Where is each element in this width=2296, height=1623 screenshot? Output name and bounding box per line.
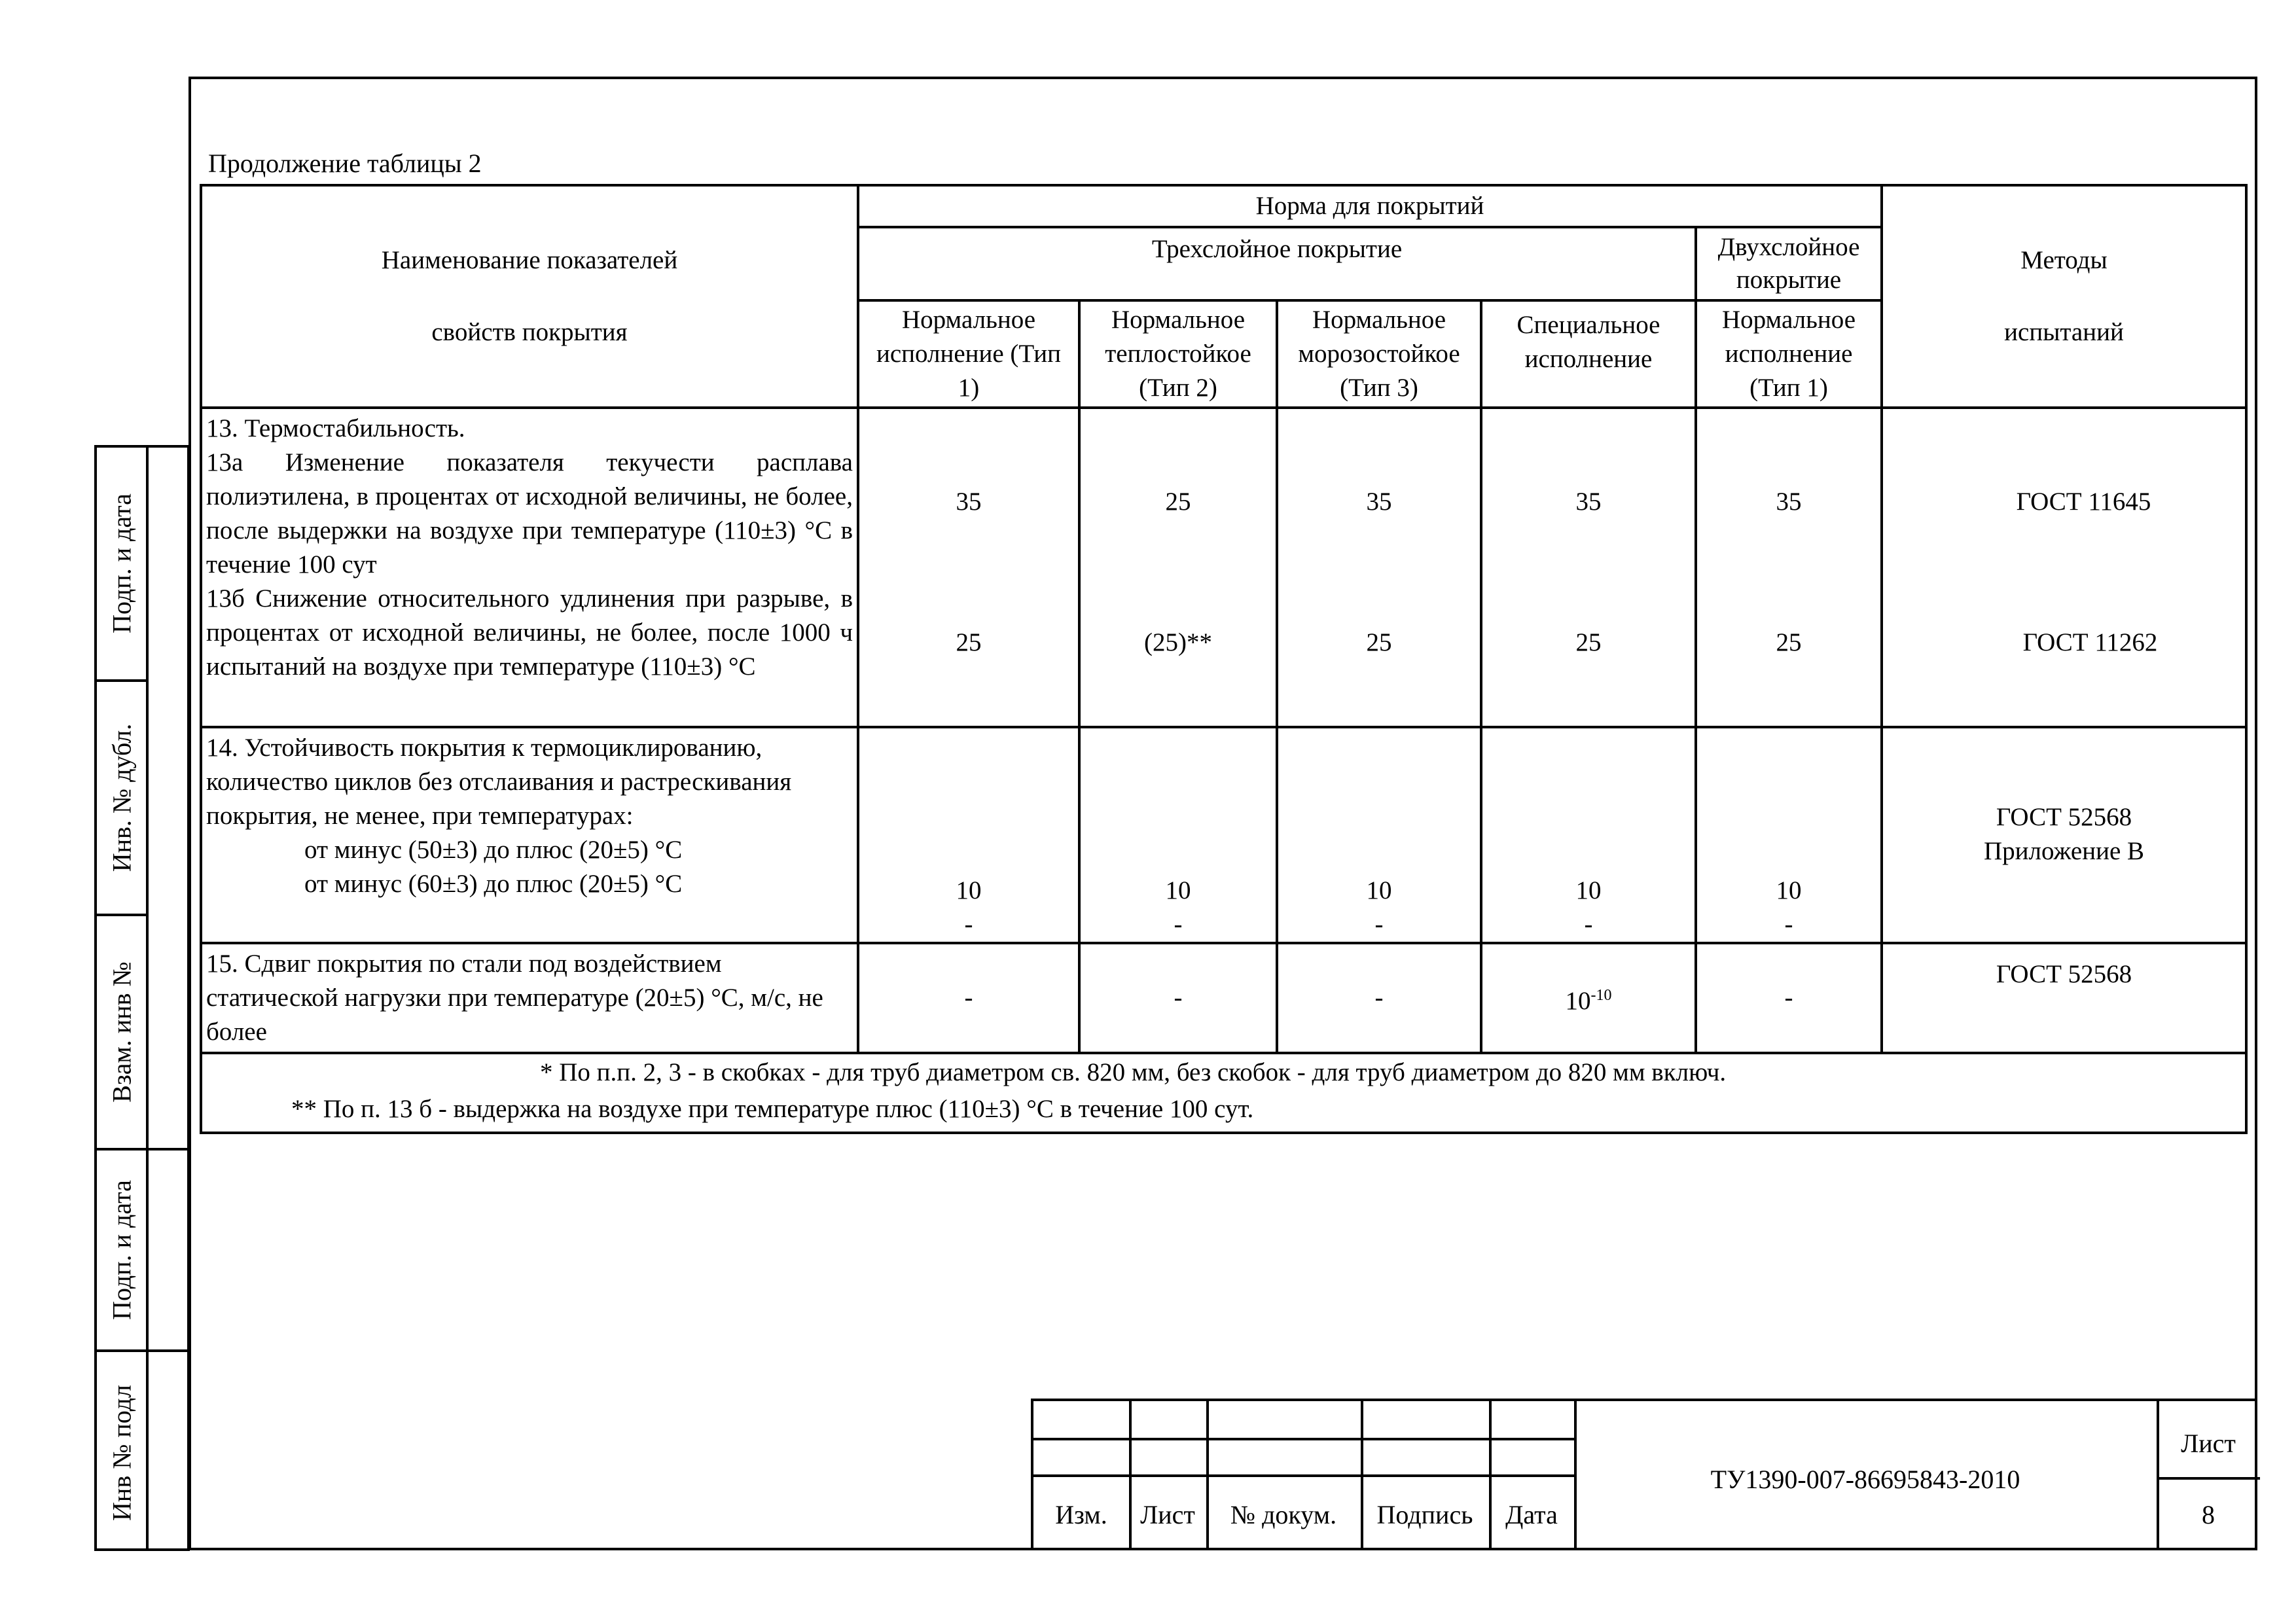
footnote-2: ** По п. 13 б - выдержка на воздухе при температуре плюс (110±3) °С в течение 100 сут. [291, 1095, 1254, 1123]
row-14-temp2: от минус (60±3) до плюс (20±5) °С [304, 870, 683, 898]
side-cell-2: Инв. № дубл. [97, 682, 146, 916]
row-13-col3: 35 25 [1277, 408, 1481, 727]
row-13-title: 13. Термостабильность. [206, 414, 465, 442]
side-cell-3: Взам. инв № [97, 916, 146, 1150]
row-14-col2: 10 - [1079, 727, 1277, 943]
header-name: Наименование показателей свойств покрытия [201, 185, 858, 408]
row-13-method: ГОСТ 11645 ГОСТ 11262 [1882, 408, 2246, 727]
row-14-col3: 10 - [1277, 727, 1481, 943]
row-13-col1: 35 25 [858, 408, 1079, 727]
row-13a-text: 13а Изменение показателя текучести расплава полиэтилена, в процентах от исходной величины, не более, после выдержки на воздухе при температуре (110±3) °С в течение 100 сут [206, 448, 853, 579]
header-col2: Нормальное теплостойкое (Тип 2) [1079, 300, 1277, 408]
footnote-1: * По п.п. 2, 3 - в скобках - для труб диаметром св. 820 мм, без скобок - для труб диаметром до 820 мм включ. [540, 1058, 1727, 1086]
row-14-method: ГОСТ 52568 Приложение В [1882, 727, 2246, 943]
row-15-col5: - [1696, 943, 1882, 1053]
row-14-temp1: от минус (50±3) до плюс (20±5) °С [304, 836, 683, 864]
header-methods: Методы испытаний [1882, 185, 2246, 408]
row-15-col1: - [858, 943, 1079, 1053]
stamp-doc: № докум. [1230, 1500, 1337, 1529]
stamp-date: Дата [1505, 1500, 1558, 1529]
row-13-col5: 35 25 [1696, 408, 1882, 727]
row-14-name [201, 727, 858, 943]
row-14-col5: 10 - [1696, 727, 1882, 943]
header-col5: Нормальное исполнение (Тип 1) [1696, 300, 1882, 408]
row-14-text: 14. Устойчивость покрытия к термоциклированию, количество циклов без отслаивания и растрескивания покрытия, не менее, при температурах: [206, 734, 792, 830]
row-14-col4: 10 - [1481, 727, 1696, 943]
stamp-izm: Изм. [1055, 1500, 1107, 1529]
sheet-number: 8 [2202, 1500, 2215, 1529]
side-stamp [94, 445, 190, 1551]
title-block [1031, 1399, 2257, 1550]
stamp-list: Лист [1140, 1500, 1195, 1529]
header-col3: Нормальное морозостойкое (Тип 3) [1277, 300, 1481, 408]
sheet-label: Лист [2181, 1429, 2236, 1458]
row-14-col1: 10 - [858, 727, 1079, 943]
row-15-name [201, 943, 858, 1053]
side-cell-5: Инв № подл [107, 1385, 136, 1521]
document-code: ТУ1390-007-86695843-2010 [1710, 1465, 2020, 1494]
row-15-col3: - [1277, 943, 1481, 1053]
header-three-layer: Трехслойное покрытие [858, 227, 1696, 300]
stamp-sign: Подпись [1376, 1500, 1473, 1529]
side-cell-1: Подп. и дата [97, 448, 146, 682]
header-two-layer: Двухслойное покрытие [1696, 227, 1882, 300]
header-col4: Специальное исполнение [1481, 300, 1696, 408]
side-cell-4: Подп. и дата [97, 1150, 146, 1352]
footnotes [201, 1053, 2246, 1133]
header-norm: Норма для покрытий [858, 185, 1882, 227]
table-caption: Продолжение таблицы 2 [208, 149, 482, 178]
row-13-col4: 35 25 [1481, 408, 1696, 727]
row-13-col2: 25 (25)** [1079, 408, 1277, 727]
row-15-method: ГОСТ 52568 [1882, 943, 2246, 1053]
properties-table [200, 184, 2248, 1134]
row-15-col4: $10^{-10}$ [1481, 943, 1696, 1053]
row-15-col2: - [1079, 943, 1277, 1053]
row-13-name [201, 408, 858, 727]
header-col1: Нормальное исполнение (Тип 1) [858, 300, 1079, 408]
row-13b-text: 13б Снижение относительного удлинения при разрыве, в процентах от исходной величины, не более, после 1000 ч испытаний на воздухе при температуре (110±3) °С [206, 584, 853, 681]
row-15-text: 15. Сдвиг покрытия по стали под воздействием статической нагрузки при температуре (20±5) °С, м/с, не более [206, 950, 823, 1046]
